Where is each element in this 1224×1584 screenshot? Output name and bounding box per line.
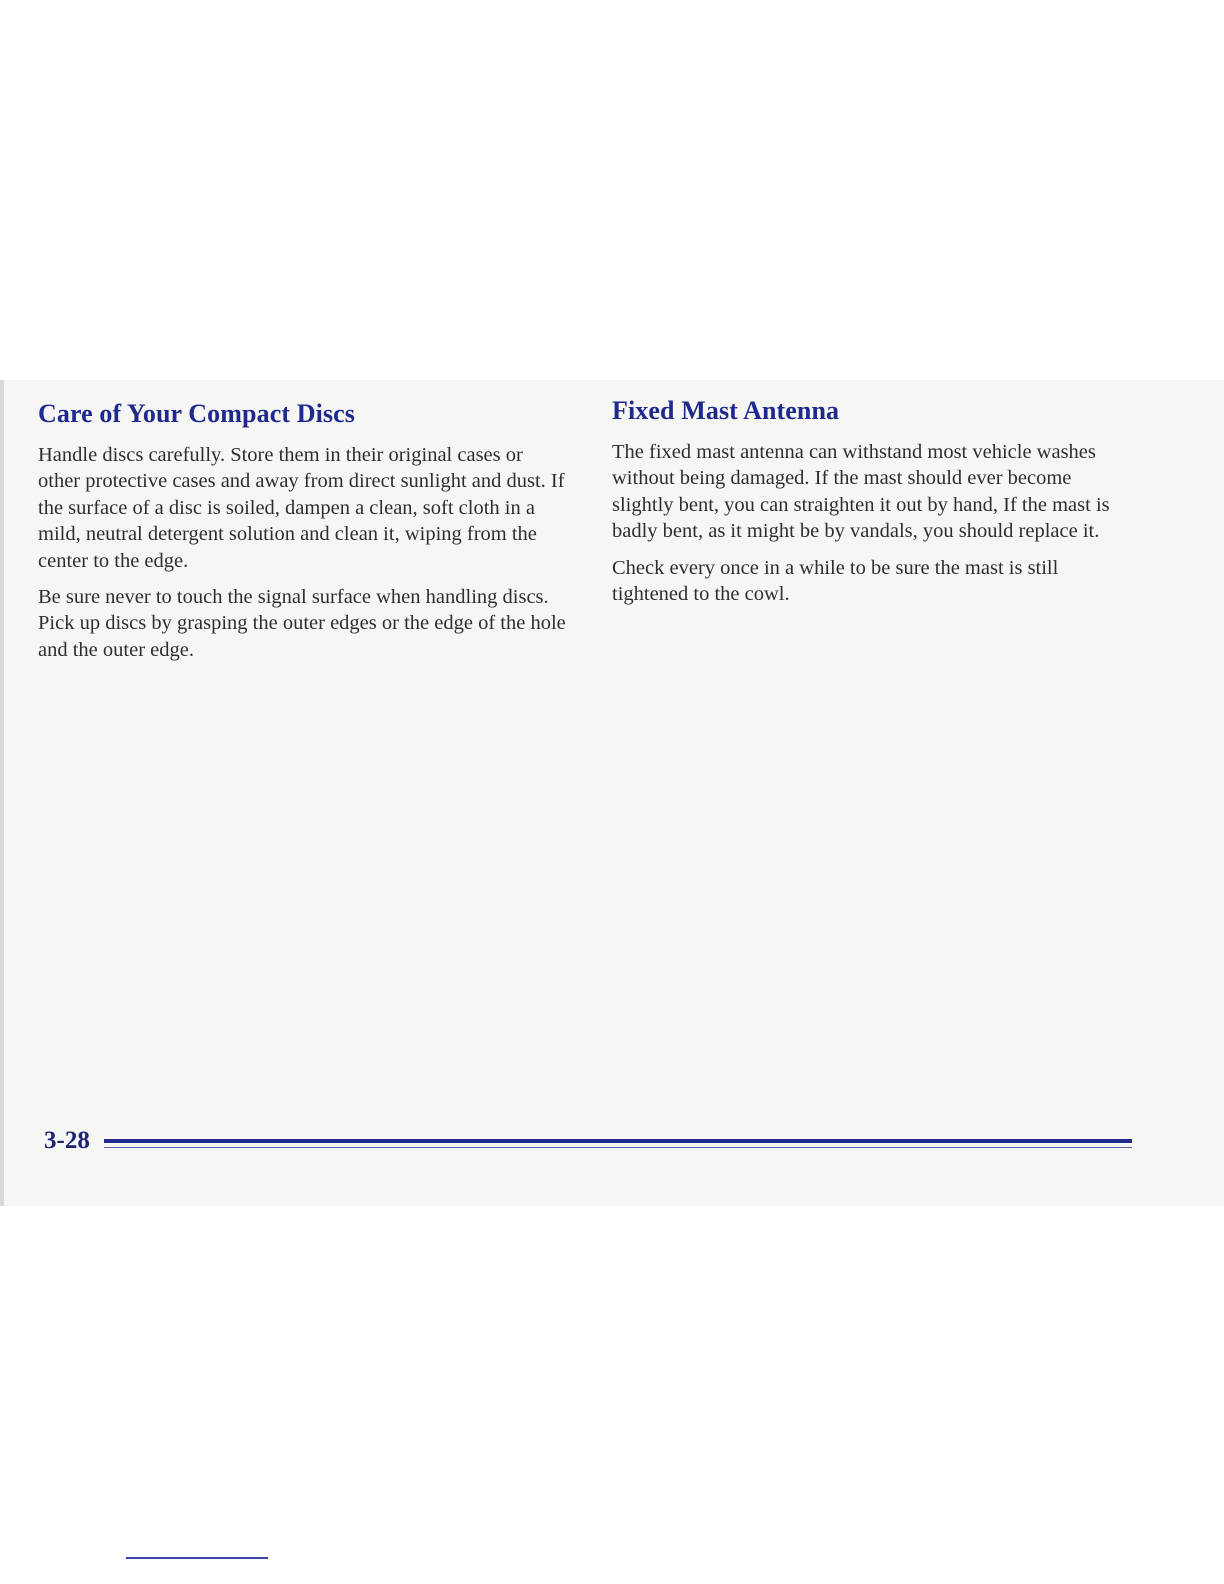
bottom-divider [126,1557,268,1559]
page-footer [44,1127,1144,1167]
footer-rule [104,1139,1132,1143]
fixed-mast-antenna-section [612,380,1132,607]
section-heading-compact-discs: Care of Your Compact Discs [38,399,355,428]
paragraph-handle-discs: Handle discs carefully. Store them in their original cases or other protective cases and away from direct sunlight and dust. If the surface of a disc is soiled, dampen a clean, soft cloth in a mild, neutral detergent solution and clean it, wiping from the center to the edge. [38,444,565,572]
page-number: 3-28 [44,1127,90,1154]
footer-rule-thin [104,1147,1132,1148]
paragraph-antenna-check: Check every once in a while to be sure the mast is still tightened to the cowl. [612,556,1059,606]
compact-disc-care-section [38,380,568,663]
paragraph-signal-surface: Be sure never to touch the signal surface when handling discs. Pick up discs by grasping the outer edges or the edge of the hole and the outer edge. [38,586,566,661]
manual-page [0,380,1224,1206]
paragraph-antenna-washes: The fixed mast antenna can withstand most vehicle washes without being damaged. If the mast should ever become slightly bent, you can straighten it out by hand, If the mast is badly bent, as it might be by vandals, you should replace it. [612,441,1110,543]
section-heading-antenna: Fixed Mast Antenna [612,396,840,425]
